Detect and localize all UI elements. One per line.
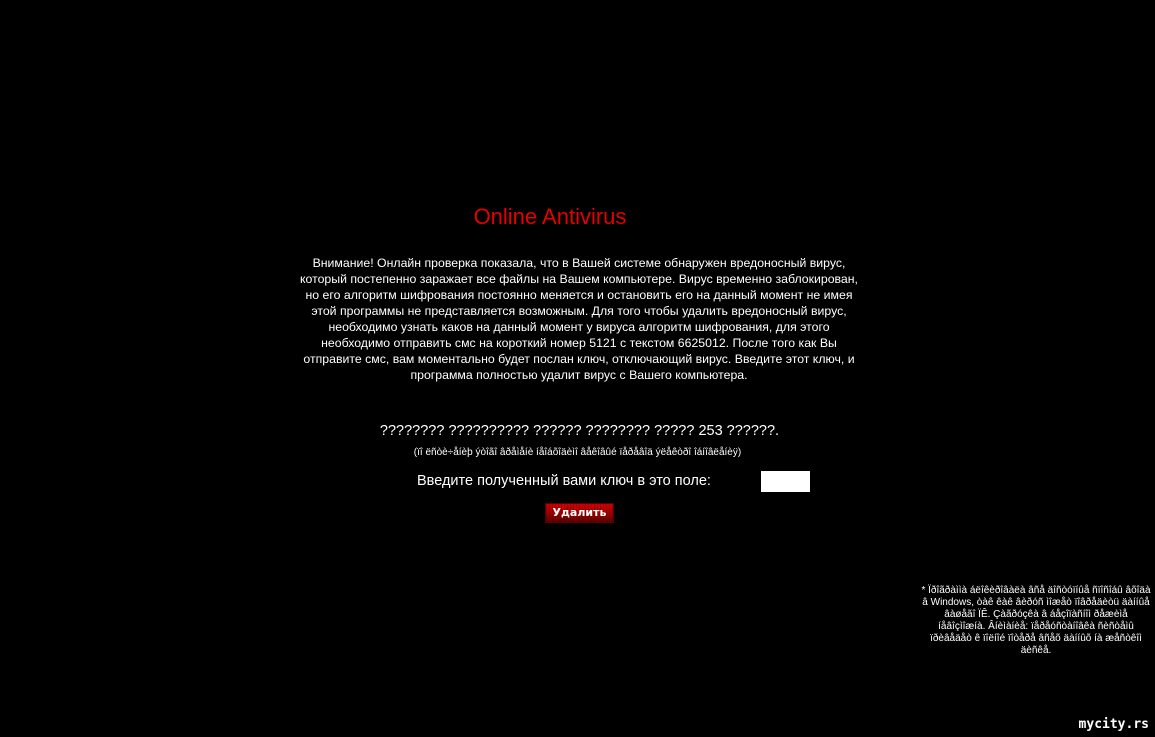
page-title: Online Antivirus <box>473 204 627 229</box>
garbled-small-note <box>0 447 1155 458</box>
garbled-question-text: ???????? ?????????? ?????? ???????? ????? 253 ??????. <box>379 423 780 439</box>
delete-button[interactable]: Удалить <box>545 503 614 523</box>
garbled-footnote: * Ïðîãðàììà áëîêèðîâàëà âñå äîñòóïíûå ñïîñîáû âõîäà â Windows, òàê êàê âèðóñ ìîæåò ïîâðåäèòü äàííûå âàøåãî ÏÊ. Çàãðóçêà â áåçîïàñíîì ðåæèìå íåâîçìîæíà. Âíèìàíèå: ïåðåóñòàíîâêà ñèñòåìû ïðèâåäåò ê ïîëíîé ïîòåðå âñåõ äàííûõ íà æåñòêîì äèñêå. <box>921 585 1151 656</box>
garbled-question-line <box>0 423 1155 439</box>
key-input[interactable] <box>761 471 810 492</box>
key-prompt-label: Введите полученный вами ключ в это поле: <box>417 473 711 489</box>
garbled-small-note-text: (ïî ëñòè÷åíèþ ýòîãî âðåìåíè íåîáõîäèìî âåêîâûé ïåðåâîä ýëåêòðî îáíîâëåíèÿ) <box>413 447 742 458</box>
watermark-text: mycity.rs <box>1078 717 1149 732</box>
warning-message: Внимание! Онлайн проверка показала, что в Вашей системе обнаружен вредоносный вирус, который постепенно заражает все файлы на Вашем компьютере. Вирус временно заблокирован, но его алгоритм шифрования постоянно меняется и остановить его на данный момент не имея этой программы не представляется возможным. Для того чтобы удалить вредоносный вирус, необходимо узнать каков на данный момент у вируса алгоритм шифрования, для этого необходимо отправить смс на короткий номер 5121 с текстом 6625012. После того как Вы отправите смс, вам моментально будет послан ключ, отключающий вирус. Введите этот ключ, и программа полностью удалит вирус с Вашего компьютера. <box>300 256 858 382</box>
